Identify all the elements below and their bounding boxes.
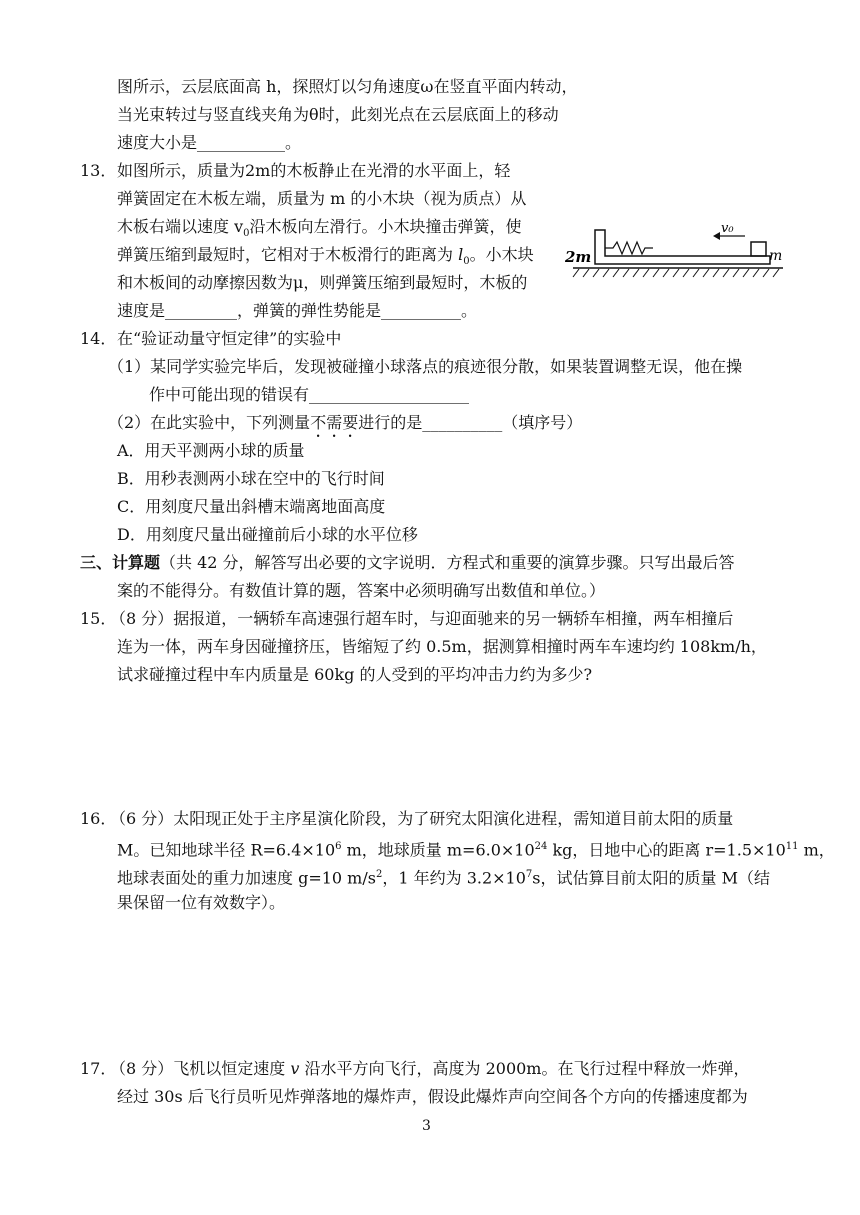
q13-number: 13．	[80, 161, 117, 180]
q15-line-2: 连为一体，两车身因碰撞挤压，皆缩短了约 0.5m，据测算相撞时两车车速均约 108km/h，	[117, 637, 767, 656]
spring-board-figure	[565, 222, 787, 284]
q15-line-3: 试求碰撞过程中车内质量是 60kg 的人受到的平均冲击力约为多少?	[117, 665, 593, 684]
q12-line-1: 图所示，云层底面高 h，探照灯以匀角速度ω在竖直平面内转动，	[117, 77, 578, 96]
section-3-heading-line-2: 案的不能得分。有数值计算的题，答案中必须明确写出数值和单位。）	[117, 581, 606, 600]
q13-line-4: 弹簧压缩到最短时，它相对于木板滑行的距离为 $l_0$。小木块	[117, 245, 534, 268]
q16-line-4: 果保留一位有效数字）。	[117, 893, 286, 912]
q17-line-1: （8 分）飞机以恒定速度 v 沿水平方向飞行，高度为 2000m。在飞行过程中释放一炸弹，	[110, 1059, 750, 1078]
q15-number: 15．	[80, 609, 117, 628]
q14-sub1-line-1: （1）某同学实验完毕后，发现被碰撞小球落点的痕迹很分散，如果装置调整无误，他在操	[108, 357, 743, 376]
section-3-heading: 三、计算题（共 42 分，解答写出必要的文字说明．方程式和重要的演算步骤。只写出最后答	[80, 553, 735, 572]
q14-option-b: B．用秒表测两小球在空中的飞行时间	[117, 469, 385, 488]
q14-line-1: 在“验证动量守恒定律”的实验中	[117, 329, 342, 348]
q17-line-2: 经过 30s 后飞行员听见炸弹落地的爆炸声，假设此爆炸声向空间各个方向的传播速度都为	[117, 1087, 748, 1106]
q13-line-5: 和木板间的动摩擦因数为μ，则弹簧压缩到最短时，木板的	[117, 273, 528, 292]
q13-line-3: 木板右端以速度 $v_0$沿木板向左滑行。小木块撞击弹簧，使	[117, 217, 522, 240]
q13-line-2: 弹簧固定在木板左端，质量为 m 的小木块（视为质点）从	[117, 189, 527, 208]
q16-number: 16．	[80, 809, 117, 828]
page-number: 3	[422, 1118, 431, 1134]
q16-line-1: （6 分）太阳现正处于主序星演化阶段，为了研究太阳演化进程，需知道目前太阳的质量	[110, 809, 734, 828]
q16-line-2: M。已知地球半径 $R=6.4\times 10^6$ m，地球质量 $m=6.0\times 10^{24}$ kg，日地中心的距离 $r=1.5\times 10^{11}$ m，	[117, 840, 835, 860]
q13-line-1: 如图所示，质量为2m的木板静止在光滑的水平面上，轻	[117, 161, 511, 180]
q15-line-1: （8 分）据报道，一辆轿车高速强行超车时，与迎面驰来的另一辆轿车相撞，两车相撞后	[110, 609, 734, 628]
q14-option-a: A．用天平测两小球的质量	[117, 441, 305, 460]
label-v0: v₀	[721, 222, 734, 236]
label-m: m	[769, 248, 783, 264]
q12-line-2: 当光束转过与竖直线夹角为θ时，此刻光点在云层底面上的移动	[117, 105, 559, 124]
q14-sub2: （2）在此实验中，下列测量不需要进行的是__________（填序号）	[108, 413, 583, 432]
q14-option-d: D．用刻度尺量出碰撞前后小球的水平位移	[117, 525, 418, 544]
label-2m: 2m	[565, 248, 592, 266]
q17-number: 17．	[80, 1059, 117, 1078]
q14-number: 14．	[80, 329, 117, 348]
q16-line-3: 地球表面处的重力加速度 g=10 $m/s^2$，1 年约为 $3.2\times 10^7s$，试估算目前太阳的质量 M（结	[117, 868, 770, 888]
q14-option-c: C．用刻度尺量出斜槽末端离地面高度	[117, 497, 386, 516]
q13-line-6: 速度是_________，弹簧的弹性势能是__________。	[117, 301, 478, 320]
q14-sub1-line-2: 作中可能出现的错误有____________________	[149, 385, 470, 404]
q12-line-3: 速度大小是___________。	[117, 133, 302, 152]
